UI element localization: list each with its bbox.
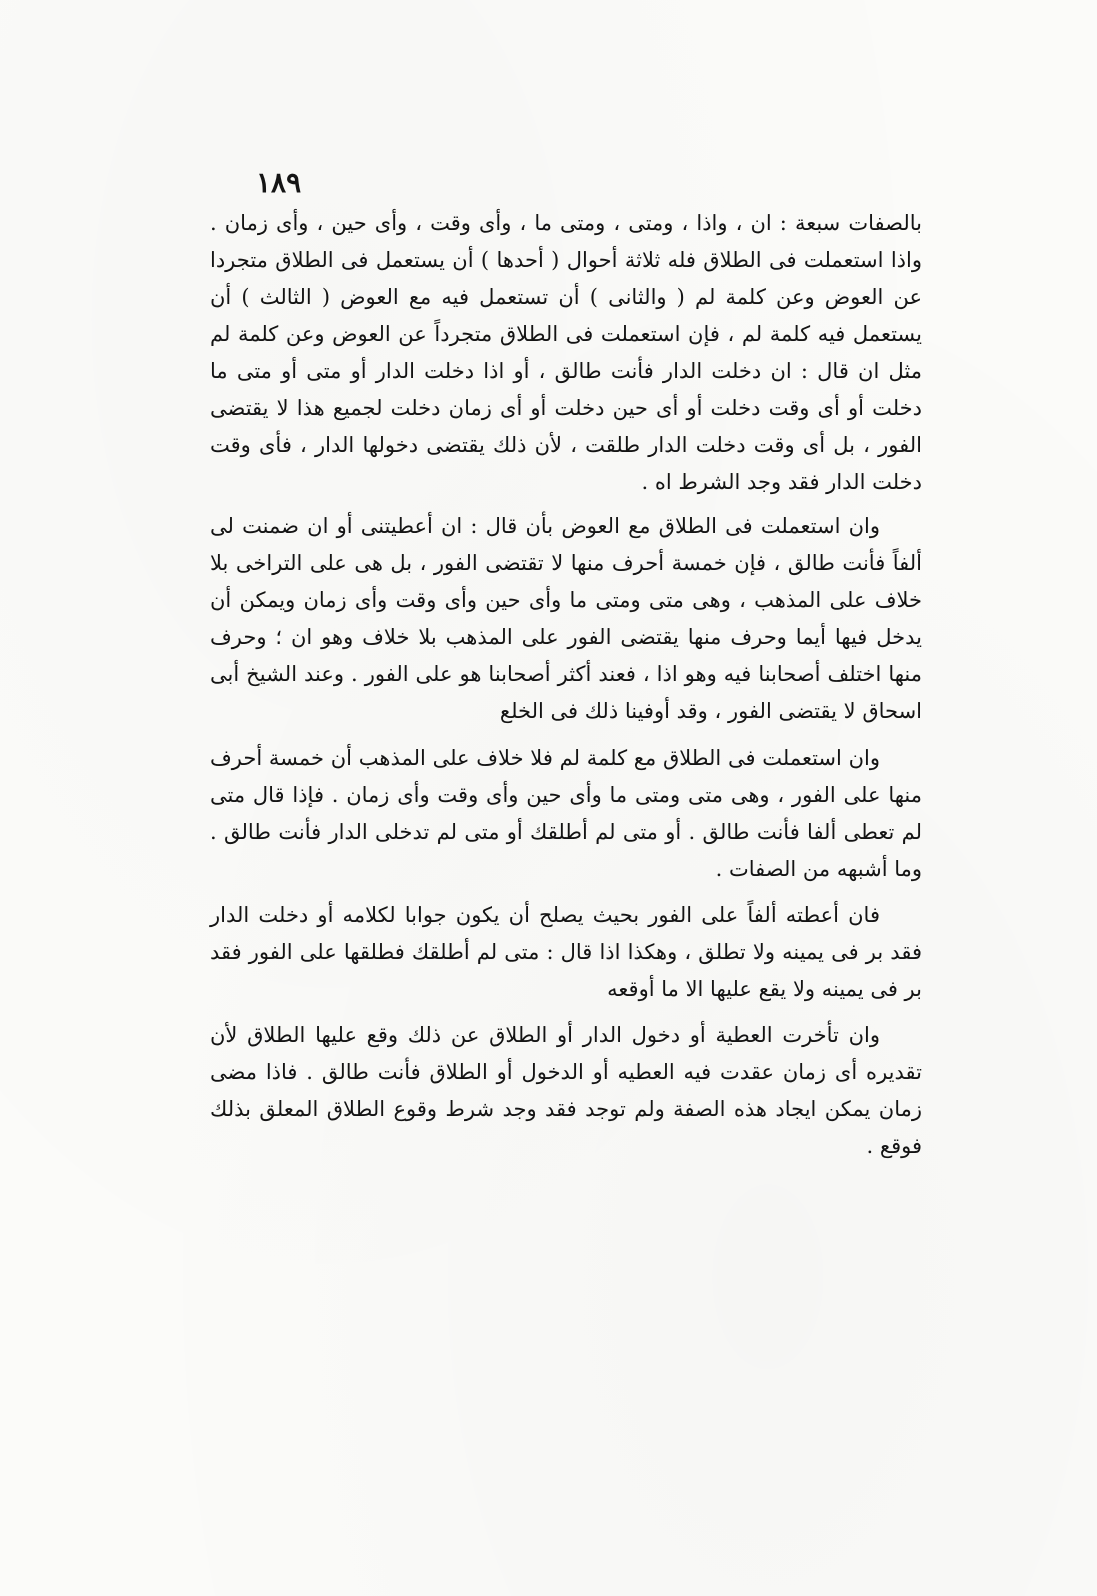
page-number: ١٨٩ [256,166,302,199]
paragraph-4: فان أعطته ألفاً على الفور بحيث يصلح أن يكون جوابا لكلامه أو دخلت الدار فقد بر فى يمينه ولا تطلق ، وهكذا اذا قال : متى لم أطلقك فطلقها على الفور فقد بر فى يمينه ولا يقع عليها الا ما أوقعه [210,903,922,1001]
paragraph-2: وان استعملت فى الطلاق مع العوض بأن قال : ان أعطيتنى أو ان ضمنت لى ألفاً فأنت طالق ، فإن خمسة أحرف منها لا تقتضى الفور ، بل هى على التراخى بلا خلاف على المذهب ، وهى متى ومتى ما وأى حين وأى وقت وأى زمان ويمكن أن يدخل فيها أيما وحرف منها يقتضى الفور على المذهب بلا خلاف وهو ان ؛ وحرف منها اختلف أصحابنا فيه وهو اذا ، فعند أكثر أصحابنا هو على الفور . وعند الشيخ أبى اسحاق لا يقتضى الفور ، وقد أوفينا ذلك فى الخلع [210,514,922,723]
body-text [210,205,922,1165]
paragraph-1: بالصفات سبعة : ان ، واذا ، ومتى ، ومتى ما ، وأى وقت ، وأى حين ، وأى زمان . واذا استعملت فى الطلاق فله ثلاثة أحوال ( أحدها ) أن يستعمل فى الطلاق متجردا عن العوض وعن كلمة لم ( والثانى ) أن تستعمل فيه مع العوض ( الثالث ) أن يستعمل فيه كلمة لم ، فإن استعملت فى الطلاق متجرداً عن العوض وعن كلمة لم مثل ان قال : ان دخلت الدار فأنت طالق ، أو اذا دخلت الدار أو متى أو متى ما دخلت أو أى وقت دخلت أو أى حين دخلت أو أى زمان دخلت لجميع هذا لا يقتضى الفور ، بل أى وقت دخلت الدار طلقت ، لأن ذلك يقتضى دخولها الدار ، فأى وقت دخلت الدار فقد وجد الشرط اه . [210,211,922,494]
paragraph-5: وان تأخرت العطية أو دخول الدار أو الطلاق عن ذلك وقع عليها الطلاق لأن تقديره أى زمان عقدت فيه العطيه أو الدخول أو الطلاق فأنت طالق . فاذا مضى زمان يمكن ايجاد هذه الصفة ولم توجد فقد وجد شرط وقوع الطلاق المعلق بذلك فوقع . [210,1023,923,1158]
paragraph-3: وان استعملت فى الطلاق مع كلمة لم فلا خلاف على المذهب أن خمسة أحرف منها على الفور ، وهى متى ومتى ما وأى حين وأى وقت وأى زمان . فإذا قال متى لم تعطى ألفا فأنت طالق . أو متى لم أطلقك أو متى لم تدخلى الدار فأنت طالق . وما أشبهه من الصفات . [210,746,922,881]
